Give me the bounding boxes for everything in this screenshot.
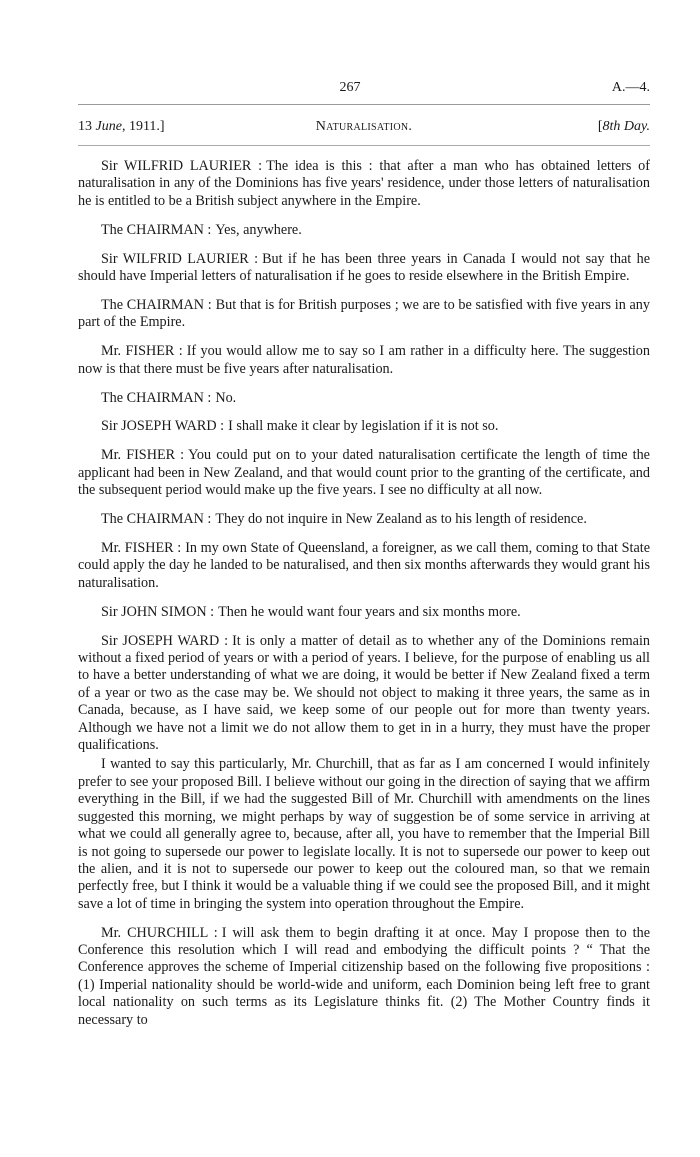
speaker-name: Mr. FISHER : — [101, 343, 183, 360]
header-title: Naturalisation. — [315, 119, 413, 134]
speaker-name: Mr. FISHER : — [101, 447, 185, 464]
paper-reference: A.—4. — [611, 80, 650, 95]
speaker-name: The CHAIRMAN : — [101, 511, 212, 528]
speech-paragraph — [78, 511, 650, 528]
speech-text: The idea is this : that after a man who has obtained letters of naturalisation in any of the Dominions has five years' residence, under those letters of naturalisation he is entitled to be a British subject anywhere in the Empire. — [78, 158, 650, 209]
speaker-name: Sir JOSEPH WARD : — [101, 632, 229, 649]
speech-text: But that is for British purposes ; we are to be satisfied with five years in any part of the Empire. — [78, 296, 650, 331]
header-day-bracket: [ — [597, 119, 603, 134]
speech-paragraph — [78, 158, 650, 210]
speaker-name: Mr. CHURCHILL : — [101, 924, 218, 941]
header-date-month: June — [95, 119, 122, 134]
speaker-name: The CHAIRMAN : — [101, 389, 212, 406]
speaker-name: Sir JOHN SIMON : — [101, 603, 215, 620]
speech-paragraph — [78, 633, 650, 755]
speech-paragraph — [78, 447, 650, 499]
speech-text: I shall make it clear by legislation if it is not so. — [228, 418, 499, 435]
speech-paragraph — [78, 297, 650, 332]
speaker-name: The CHAIRMAN : — [101, 296, 212, 313]
speech-paragraph — [78, 390, 650, 407]
speech-text: It is only a matter of detail as to whether any of the Dominions remain without a fixed period of years or with a period of years. I believe, for the purpose of enabling us all to have a better understanding of what we are doing, it would be better if New Zealand fixed a term of a year or two as the case may be. We should not object to making it three years, the same as in Canada, because, as I have said, we keep some of our people out for more than twenty years. Although we have not a limit we do not allow them to get in in a hurry, they must have the proper qualifications. — [78, 632, 650, 754]
speaker-name: Sir WILFRID LAURIER : — [101, 158, 263, 174]
speech-text: In my own State of Queensland, a foreigner, as we call them, coming to that State could apply the day he landed to be naturalised, and then six months afterwards they would grant his naturalisation. — [78, 540, 650, 591]
speech-text: You could put on to your dated naturalisation certificate the length of time the applicant had been in New Zealand, and that would count prior to the granting of the certificate, and the subsequent period would make up the five years. I see no difficulty at all now. — [78, 447, 650, 499]
page-number: 267 — [339, 80, 361, 95]
transcript-body — [78, 158, 650, 1041]
speech-paragraph — [78, 251, 650, 286]
speech-text: Yes, anywhere. — [215, 221, 302, 238]
header-date-prefix: 13 — [78, 119, 96, 134]
speech-paragraph — [78, 925, 650, 1029]
speech-paragraph — [78, 756, 650, 913]
running-header — [78, 119, 650, 139]
speech-paragraph — [78, 418, 650, 435]
header-day-text: 8th Day. — [602, 119, 650, 134]
speech-text: No. — [215, 389, 237, 406]
speaker-name: Sir JOSEPH WARD : — [101, 418, 225, 435]
speech-text: If you would allow me to say so I am rather in a difficulty here. The suggestion now is that there must be five years after naturalisation. — [78, 343, 650, 377]
speech-text: I wanted to say this particularly, Mr. Churchill, that as far as I am concerned I would infinitely prefer to see your proposed Bill. I believe without our going in the direction of saying that we affirm everything in the Bill, if we had the suggested Bill of Mr. Churchill with amendments on the lines suggested this morning, we might perhaps by way of suggestion be of some service in arriving at what we could all generally agree to, because, after all, you have to remember that the Imperial Bill is not going to supersede our power to legislate locally. It is not to supersede our power to keep out the alien, and it is not to supersede our power to keep out the coloured man, so that we remain perfectly free, but I think it would be a valuable thing if we could see the proposed Bill, and it might save a lot of time in bringing the system into operation throughout the Empire. — [78, 756, 650, 912]
speaker-name: Mr. FISHER : — [101, 540, 182, 556]
speech-paragraph — [78, 604, 650, 621]
speech-paragraph — [78, 540, 650, 592]
header-rule-bottom — [78, 145, 650, 146]
speaker-name: The CHAIRMAN : — [101, 221, 212, 238]
speech-text: But if he has been three years in Canada I would not say that he should have Imperial letters of naturalisation if he goes to reside elsewhere in the British Empire. — [78, 250, 651, 285]
speaker-name: Sir WILFRID LAURIER : — [101, 250, 259, 267]
speech-paragraph — [78, 343, 650, 378]
header-date-suffix: , 1911.] — [121, 119, 165, 134]
header-day — [598, 119, 650, 135]
speech-text: Then he would want four years and six months more. — [218, 603, 521, 620]
speech-text: They do not inquire in New Zealand as to his length of residence. — [215, 511, 587, 528]
speech-text: I will ask them to begin drafting it at once. May I propose then to the Conference this resolution which I will read and embodying the difficult points ? “ That the Conference approves the scheme of Imperial citizenship based on the following five propositions : (1) Imperial nationality should be world-wide and uniform, each Dominion being left free to grant local nationality on such terms as its Legislature thinks fit. (2) The Mother Country finds it necessary to — [78, 924, 650, 1028]
speech-paragraph — [78, 222, 650, 239]
header-rule-top — [78, 104, 650, 105]
